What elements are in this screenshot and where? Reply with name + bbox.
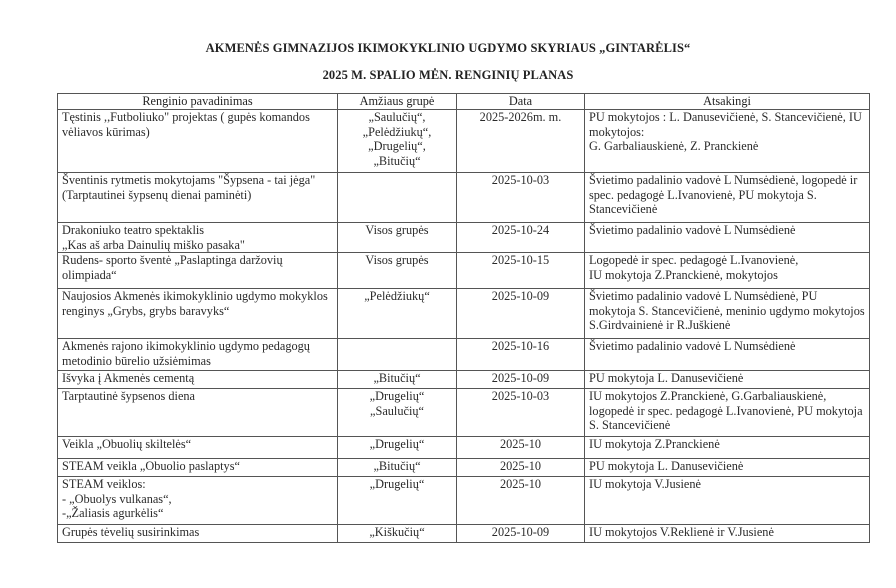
table-row — [58, 437, 870, 459]
event-name: Akmenės rajono ikimokyklinio ugdymo pedagogų metodinio būrelio užsiėmimas — [58, 339, 338, 371]
age-group: „Drugelių“ „Saulučių“ — [338, 389, 457, 437]
event-name: Veikla „Obuolių skiltelės“ — [58, 437, 338, 459]
event-date: 2025-10-24 — [457, 223, 585, 253]
table-row — [58, 223, 870, 253]
age-group: „Saulučių“, „Pelėdžiukų“, „Drugelių“, „Bitučių“ — [338, 110, 457, 173]
header-responsible: Atsakingi — [585, 94, 870, 110]
table-row — [58, 477, 870, 525]
event-name: Išvyka į Akmenės cementą — [58, 371, 338, 389]
table-row — [58, 339, 870, 371]
responsible: IU mokytoja V.Jusienė — [585, 477, 870, 525]
age-group: „Bitučių“ — [338, 459, 457, 477]
event-name: STEAM veikla „Obuolio paslaptys“ — [58, 459, 338, 477]
responsible: Švietimo padalinio vadovė L Numsėdienė — [585, 223, 870, 253]
event-name: Rudens- sporto šventė „Paslaptinga daržovių olimpiada“ — [58, 253, 338, 289]
event-name: Naujosios Akmenės ikimokyklinio ugdymo mokyklos renginys „Grybs, grybs baravyks“ — [58, 289, 338, 339]
age-group: Visos grupės — [338, 253, 457, 289]
document-title: AKMENĖS GIMNAZIJOS IKIMOKYKLINIO UGDYMO SKYRIAUS „GINTARĖLIS“ — [205, 41, 691, 55]
event-name: Šventinis rytmetis mokytojams "Šypsena - tai jėga" (Tarptautinei šypsenų dienai paminėti) — [58, 173, 338, 223]
table-row — [58, 289, 870, 339]
responsible: Švietimo padalinio vadovė L Numsėdienė — [585, 339, 870, 371]
header-date: Data — [457, 94, 585, 110]
responsible: PU mokytojos : L. Danusevičienė, S. Stancevičienė, IU mokytojos: G. Garbaliauskienė, Z. Pranckienė — [585, 110, 870, 173]
table-header-row — [58, 94, 870, 110]
document-subtitle: 2025 M. SPALIO MĖN. RENGINIŲ PLANAS — [322, 68, 574, 82]
event-date: 2025-10-03 — [457, 173, 585, 223]
event-name: STEAM veiklos: - „Obuolys vulkanas“, -„Žaliasis agurkėlis“ — [58, 477, 338, 525]
event-date: 2025-10-09 — [457, 371, 585, 389]
events-table — [57, 93, 870, 543]
header-age-group: Amžiaus grupė — [338, 94, 457, 110]
table-row — [58, 110, 870, 173]
responsible: IU mokytojos V.Reklienė ir V.Jusienė — [585, 525, 870, 543]
table-row — [58, 459, 870, 477]
age-group: „Bitučių“ — [338, 371, 457, 389]
event-date: 2025-10-16 — [457, 339, 585, 371]
age-group — [338, 339, 457, 371]
age-group: „Drugelių“ — [338, 437, 457, 459]
event-name: Drakoniuko teatro spektaklis „Kas aš arba Dainulių miško pasaka" — [58, 223, 338, 253]
event-date: 2025-2026m. m. — [457, 110, 585, 173]
event-date: 2025-10-09 — [457, 525, 585, 543]
event-date: 2025-10-03 — [457, 389, 585, 437]
event-date: 2025-10 — [457, 477, 585, 525]
event-date: 2025-10 — [457, 459, 585, 477]
age-group: „Pelėdžiukų“ — [338, 289, 457, 339]
age-group: „Kiškučių“ — [338, 525, 457, 543]
table-row — [58, 389, 870, 437]
responsible: Švietimo padalinio vadovė L Numsėdienė, PU mokytoja S. Stancevičienė, meninio ugdymo mokytojos S.Girdvainienė ir R.Juškienė — [585, 289, 870, 339]
responsible: IU mokytoja Z.Pranckienė — [585, 437, 870, 459]
event-date: 2025-10-09 — [457, 289, 585, 339]
event-name: Tarptautinė šypsenos diena — [58, 389, 338, 437]
responsible: PU mokytoja L. Danusevičienė — [585, 459, 870, 477]
header-event-name: Renginio pavadinimas — [58, 94, 338, 110]
age-group: Visos grupės — [338, 223, 457, 253]
age-group: „Drugelių“ — [338, 477, 457, 525]
age-group — [338, 173, 457, 223]
responsible: Logopedė ir spec. pedagogė L.Ivanovienė, IU mokytoja Z.Pranckienė, mokytojos — [585, 253, 870, 289]
event-date: 2025-10 — [457, 437, 585, 459]
responsible: Švietimo padalinio vadovė L Numsėdienė, logopedė ir spec. pedagogė L.Ivanovienė, PU mokytoja S. Stancevičienė — [585, 173, 870, 223]
responsible: PU mokytoja L. Danusevičienė — [585, 371, 870, 389]
event-date: 2025-10-15 — [457, 253, 585, 289]
table-row — [58, 371, 870, 389]
event-name: Tęstinis ,,Futboliuko" projektas ( gupės komandos vėliavos kūrimas) — [58, 110, 338, 173]
event-name: Grupės tėvelių susirinkimas — [58, 525, 338, 543]
table-row — [58, 173, 870, 223]
table-row — [58, 525, 870, 543]
responsible: IU mokytojos Z.Pranckienė, G.Garbaliauskienė, logopedė ir spec. pedagogė L.Ivanovienė, PU mokytoja S. Stancevičienė — [585, 389, 870, 437]
table-row — [58, 253, 870, 289]
